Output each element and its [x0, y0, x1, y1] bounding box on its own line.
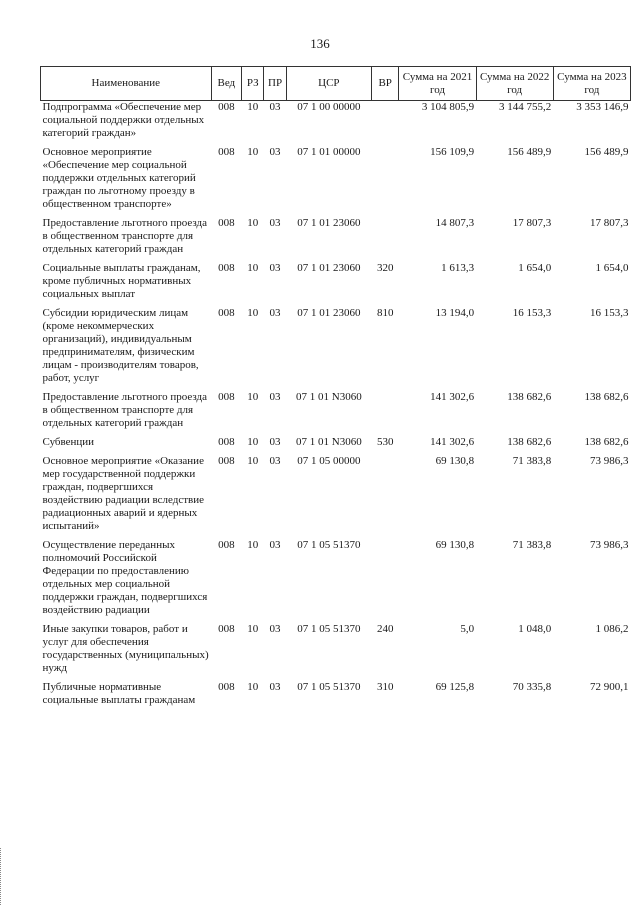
row-rz: 10 — [247, 391, 259, 403]
row-sum-2022: 70 335,8 — [512, 681, 552, 693]
row-sum-2022: 1 048,0 — [518, 623, 552, 635]
row-pr: 03 — [269, 539, 281, 551]
header-vr: ВР — [372, 67, 399, 101]
table-header-row — [41, 67, 631, 101]
row-rz: 10 — [247, 539, 259, 551]
table-row — [41, 623, 631, 681]
row-name: Социальные выплаты гражданам, кроме публичных нормативных социальных выплат — [42, 262, 201, 300]
table-row — [41, 539, 631, 623]
row-sum-2022: 17 807,3 — [512, 217, 552, 229]
row-sum-2021: 14 807,3 — [435, 217, 475, 229]
row-pr: 03 — [269, 391, 281, 403]
row-name: Субсидии юридическим лицам (кроме некоммерческих организаций), индивидуальным предпринимателям, физическим лицам - производителям товаров, работ, услуг — [42, 307, 199, 384]
table-row — [41, 307, 631, 391]
row-csr: 07 1 01 00000 — [297, 146, 361, 158]
row-sum-2021: 141 302,6 — [430, 436, 475, 448]
row-sum-2021: 156 109,9 — [430, 146, 475, 158]
row-pr: 03 — [269, 217, 281, 229]
row-sum-2023: 138 682,6 — [584, 436, 629, 448]
row-rz: 10 — [247, 623, 259, 635]
row-rz: 10 — [247, 262, 259, 274]
row-vr — [372, 101, 399, 147]
scan-edge-mark — [0, 848, 3, 905]
row-csr: 07 1 05 51370 — [297, 623, 361, 635]
row-sum-2022: 156 489,9 — [507, 146, 552, 158]
row-vr — [372, 217, 399, 262]
row-vr — [372, 391, 399, 436]
row-sum-2023: 73 986,3 — [590, 455, 629, 467]
row-ved: 008 — [218, 262, 235, 274]
row-vr: 240 — [376, 623, 394, 635]
header-sum-2022: Сумма на 2022 год — [476, 67, 553, 101]
table-row — [41, 455, 631, 539]
row-vr: 810 — [376, 307, 394, 319]
row-sum-2022: 71 383,8 — [512, 455, 552, 467]
row-rz: 10 — [247, 217, 259, 229]
row-sum-2022: 138 682,6 — [507, 391, 552, 403]
row-vr: 320 — [376, 262, 394, 274]
row-name: Предоставление льготного проезда в общественном транспорте для отдельных категорий граждан — [42, 391, 208, 429]
row-sum-2022: 71 383,8 — [512, 539, 552, 551]
table-row — [41, 681, 631, 713]
row-vr: 530 — [376, 436, 394, 448]
row-sum-2022: 16 153,3 — [512, 307, 552, 319]
row-csr: 07 1 01 23060 — [297, 307, 361, 319]
table-row — [41, 146, 631, 217]
row-pr: 03 — [269, 623, 281, 635]
header-sum-2023: Сумма на 2023 год — [553, 67, 630, 101]
row-sum-2023: 16 153,3 — [590, 307, 629, 319]
table-row — [41, 262, 631, 307]
table-row — [41, 217, 631, 262]
row-sum-2021: 3 104 805,9 — [421, 101, 475, 113]
row-ved: 008 — [218, 539, 235, 551]
row-sum-2023: 72 900,1 — [590, 681, 629, 693]
row-name: Осуществление переданных полномочий Российской Федерации по предоставлению отдельных мер социальной поддержки граждан, подвергшихся воздействию радиации — [42, 539, 208, 616]
row-pr: 03 — [269, 146, 281, 158]
row-name: Публичные нормативные социальные выплаты гражданам — [42, 681, 196, 706]
row-ved: 008 — [218, 307, 235, 319]
row-ved: 008 — [218, 436, 235, 448]
row-name: Иные закупки товаров, работ и услуг для обеспечения государственных (муниципальных) нужд — [42, 623, 209, 674]
header-rz: РЗ — [242, 67, 264, 101]
row-ved: 008 — [218, 217, 235, 229]
row-ved: 008 — [218, 146, 235, 158]
row-sum-2023: 1 654,0 — [595, 262, 629, 274]
row-pr: 03 — [269, 262, 281, 274]
page-number: 136 — [310, 36, 330, 51]
row-csr: 07 1 05 51370 — [297, 681, 361, 693]
row-name: Основное мероприятие «Обеспечение мер социальной поддержки отдельных категорий граждан по льготному проезду в общественном транспорте» — [42, 146, 196, 210]
row-name: Предоставление льготного проезда в общественном транспорте для отдельных категорий граждан — [42, 217, 208, 255]
table-row — [41, 101, 631, 147]
row-ved: 008 — [218, 681, 235, 693]
row-sum-2023: 73 986,3 — [590, 539, 629, 551]
row-csr: 07 1 01 N3060 — [296, 391, 362, 403]
row-name: Основное мероприятие «Оказание мер государственной поддержки граждан, подвергшихся воздействию радиации вследствие радиационных аварий и ядерных испытаний» — [42, 455, 205, 532]
row-sum-2021: 141 302,6 — [430, 391, 475, 403]
row-vr — [372, 455, 399, 539]
row-sum-2023: 156 489,9 — [584, 146, 629, 158]
row-sum-2021: 69 130,8 — [435, 455, 475, 467]
row-sum-2022: 3 144 755,2 — [499, 101, 552, 113]
row-csr: 07 1 01 23060 — [297, 217, 361, 229]
row-rz: 10 — [247, 681, 259, 693]
row-name: Субвенции — [42, 436, 95, 448]
row-csr: 07 1 01 23060 — [297, 262, 361, 274]
row-sum-2023: 17 807,3 — [590, 217, 629, 229]
row-sum-2021: 1 613,3 — [441, 262, 475, 274]
row-sum-2021: 5,0 — [460, 623, 475, 635]
row-sum-2023: 1 086,2 — [595, 623, 629, 635]
row-sum-2021: 13 194,0 — [435, 307, 475, 319]
row-rz: 10 — [247, 101, 259, 113]
row-csr: 07 1 05 00000 — [297, 455, 361, 467]
row-sum-2023: 138 682,6 — [584, 391, 629, 403]
row-vr: 310 — [376, 681, 394, 693]
table-row — [41, 436, 631, 455]
row-sum-2022: 138 682,6 — [507, 436, 552, 448]
row-csr: 07 1 05 51370 — [297, 539, 361, 551]
row-pr: 03 — [269, 455, 281, 467]
row-ved: 008 — [218, 455, 235, 467]
row-vr — [372, 146, 399, 217]
row-rz: 10 — [247, 436, 259, 448]
row-pr: 03 — [269, 307, 281, 319]
row-pr: 03 — [269, 101, 281, 113]
row-sum-2022: 1 654,0 — [518, 262, 552, 274]
row-sum-2023: 3 353 146,9 — [576, 101, 629, 113]
row-sum-2021: 69 125,8 — [435, 681, 475, 693]
row-csr: 07 1 00 00000 — [297, 101, 361, 113]
row-csr: 07 1 01 N3060 — [296, 436, 362, 448]
budget-table — [40, 66, 631, 713]
row-rz: 10 — [247, 146, 259, 158]
header-ved: Вед — [211, 67, 241, 101]
row-rz: 10 — [247, 455, 259, 467]
row-vr — [372, 539, 399, 623]
row-sum-2021: 69 130,8 — [435, 539, 475, 551]
header-pr: ПР — [264, 67, 286, 101]
row-pr: 03 — [269, 436, 281, 448]
row-rz: 10 — [247, 307, 259, 319]
header-sum-2021: Сумма на 2021 год — [399, 67, 476, 101]
row-ved: 008 — [218, 391, 235, 403]
row-name: Подпрограмма «Обеспечение мер социальной поддержки отдельных категорий граждан» — [42, 101, 205, 139]
row-ved: 008 — [218, 623, 235, 635]
header-csr: ЦСР — [286, 67, 371, 101]
table-row — [41, 391, 631, 436]
row-ved: 008 — [218, 101, 235, 113]
header-name: Наименование — [41, 67, 212, 101]
row-pr: 03 — [269, 681, 281, 693]
